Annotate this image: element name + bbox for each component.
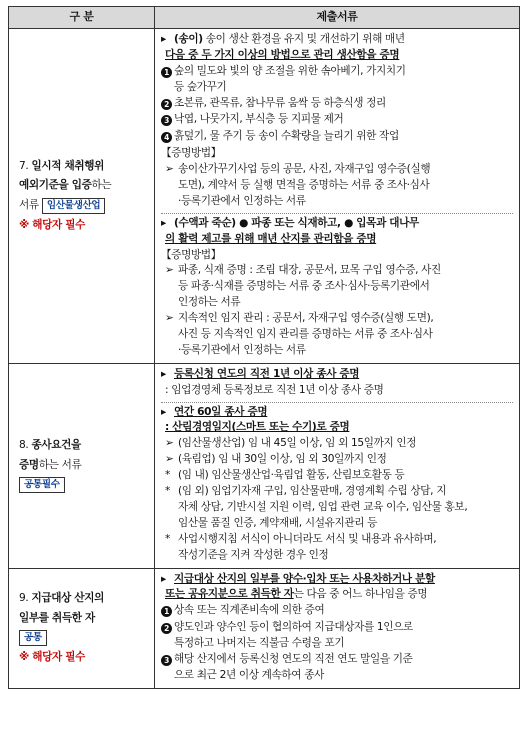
row7-note: ※ 해당자 필수 [19, 218, 86, 231]
row7-badge: 임산물생산업 [42, 198, 106, 214]
number-1-icon: 1 [161, 606, 172, 617]
header-documents: 제출서류 [155, 7, 520, 29]
annual-text: 연간 60일 종사 증명 [174, 405, 268, 418]
proof-text: ·등록기관에서 인정하는 서류 [178, 343, 306, 356]
proof-text: 파종, 식재 증명 : 조림 대장, 공문서, 묘목 구입 영수증, 사진 [178, 264, 441, 277]
list-item [161, 452, 513, 468]
list-item [161, 468, 513, 484]
reg-text: 등록신청 연도의 직전 1년 이상 종사 증명 [174, 367, 360, 380]
asterisk-icon: * [165, 485, 170, 498]
arrow-icon: ➢ [165, 264, 174, 277]
number-2-icon: 2 [161, 623, 172, 634]
row8-badge: 공통필수 [19, 477, 65, 493]
list-item [161, 112, 513, 129]
arrow-icon: ➢ [165, 163, 174, 176]
list-item-text: 임산물 품질 인증, 계약재배, 시설유지관리 등 [178, 516, 378, 529]
songi-requirement: 다음 중 두 가지 이상의 방법으로 관리 생산함을 증명 [165, 48, 400, 61]
list-item-text: 작성기준을 지켜 작성한 경우 인정 [178, 548, 329, 561]
songi-proof-heading: 【증명방법】 [161, 147, 222, 160]
list-item-text: 양도인과 양수인 등이 협의하여 지급대상자를 1인으로 [174, 621, 413, 634]
list-item-text: 해당 산지에서 등록신청 연도의 직전 연도 말일을 기준 [174, 652, 413, 665]
proof-text: 사진 등 지속적인 임지 관리를 증명하는 서류 중 조사·심사 [178, 328, 433, 341]
proof-text: 인정하는 서류 [178, 296, 241, 309]
annual-detail: : 산림경영일지(스마트 또는 수기)로 증명 [165, 421, 350, 434]
table-row-9 [9, 568, 520, 688]
bullet-icon: ▸ [161, 572, 166, 585]
asterisk-icon: * [165, 532, 170, 545]
row9-title-b: 일부를 취득한 자 [19, 611, 95, 624]
bullet-icon: ▸ [161, 216, 166, 229]
list-item [161, 96, 513, 113]
header-category: 구 분 [9, 7, 155, 29]
list-item-text: (임산물생산업) 임 내 45일 이상, 임 외 15일까지 인정 [178, 437, 417, 450]
row8-title-b: 증명 [19, 458, 39, 471]
suaek-proof-1 [161, 263, 513, 311]
row9-documents-cell [155, 568, 520, 688]
suaek-requirement: 의 활력 제고를 위해 매년 산지를 관리함을 증명 [165, 232, 377, 245]
bullet-icon: ▸ [161, 405, 166, 418]
number-4-icon: 4 [161, 132, 172, 143]
list-item-text: (육림업) 임 내 30일 이상, 임 외 30일까지 인정 [178, 453, 387, 466]
songi-label: (송이) [174, 33, 203, 45]
divider [161, 213, 513, 214]
list-item [161, 484, 513, 532]
suaek-proof-heading: 【증명방법】 [161, 248, 222, 261]
list-item [161, 129, 513, 146]
suaek-heading [161, 216, 513, 232]
list-item [161, 603, 513, 620]
songi-heading [161, 32, 513, 48]
list-item [161, 652, 513, 684]
acquire-text: 지급대상 산지의 일부를 양수·입차 또는 사용차하거나 분할 [174, 572, 435, 585]
list-item-text: 등 숲가꾸기 [174, 80, 227, 93]
suaek-proof-2 [161, 311, 513, 359]
row9-badge: 공통 [19, 630, 47, 646]
list-item-text: 숲의 밀도와 빛의 양 조절을 위한 솎아베기, 가지치기 [174, 64, 406, 77]
proof-text: 송이산가꾸기사업 등의 공문, 사진, 자재구입 영수증(실행 [178, 163, 431, 176]
reg-detail: : 임업경영체 등록정보로 직전 1년 이상 종사 증명 [165, 383, 384, 396]
proof-text: 도면), 계약서 등 실행 면적을 증명하는 서류 중 조사·심사 [178, 179, 430, 192]
row8-category-cell [9, 363, 155, 568]
list-item [161, 436, 513, 452]
row8-documents-cell [155, 363, 520, 568]
row7-num: 7. [19, 159, 29, 172]
row9-category-cell [9, 568, 155, 688]
row7-title-d: 서류 [19, 198, 39, 211]
proof-text: ·등록기관에서 인정하는 서류 [178, 194, 306, 207]
row7-title-a: 일시적 채취행위 [31, 159, 104, 172]
list-item-text: 특정하고 나머지는 직불금 수령을 포기 [174, 637, 345, 650]
row7-documents-cell [155, 29, 520, 364]
arrow-icon: ➢ [165, 437, 174, 450]
proof-text: 지속적인 임지 관리 : 공문서, 자재구입 영수증(실행 도면), [178, 312, 434, 325]
row9-num: 9. [19, 591, 29, 604]
row9-title-a: 지급대상 산지의 [31, 591, 104, 604]
songi-proof [161, 162, 513, 210]
divider [161, 402, 513, 403]
list-item-text: 상속 또는 직계존비속에 의한 증여 [174, 604, 325, 617]
acquire-heading [161, 572, 513, 588]
row8-title-a: 종사요건을 [31, 439, 81, 452]
asterisk-icon: * [165, 469, 170, 482]
list-item-text: 초본류, 관목류, 참나무류 움싹 등 하층식생 정리 [174, 96, 386, 109]
reg-heading [161, 367, 513, 383]
submission-documents-table [8, 6, 520, 689]
list-item [161, 64, 513, 96]
list-item [161, 532, 513, 564]
number-3-icon: 3 [161, 655, 172, 666]
list-item-text: 으로 최근 2년 이상 계속하여 종사 [174, 668, 324, 681]
table-header-row [9, 7, 520, 29]
annual-heading [161, 405, 513, 421]
list-item-text: 낙엽, 나뭇가지, 부식층 등 지피물 제거 [174, 113, 344, 126]
row9-note: ※ 해당자 필수 [19, 650, 86, 663]
number-1-icon: 1 [161, 67, 172, 78]
row7-title-c: 하는 [91, 179, 112, 192]
list-item [161, 620, 513, 652]
table-row-8 [9, 363, 520, 568]
songi-text: 송이 생산 환경을 유지 및 개선하기 위해 매년 [202, 33, 405, 45]
bullet-icon: ▸ [161, 367, 166, 380]
arrow-icon: ➢ [165, 453, 174, 466]
list-item-text: 자체 상담, 기반시설 지원 이력, 임업 관련 교육 이수, 임산물 홍보, [178, 500, 468, 513]
list-item-text: (임 내) 임산물생산업·육림업 활동, 산림보호활동 등 [178, 469, 405, 482]
number-2-icon: 2 [161, 99, 172, 110]
row8-title-c: 하는 서류 [38, 458, 82, 471]
acquire-rest: 는 다음 중 어느 하나임을 증명 [293, 588, 428, 601]
list-item-text: 사업시행지침 서식이 아니더라도 서식 및 내용과 유사하며, [178, 532, 437, 545]
table-row-7 [9, 29, 520, 364]
acquire-subject: 또는 공유지분으로 취득한 자 [165, 588, 294, 601]
suaek-text: (수액과 죽순) ● 파종 또는 식재하고, ● 입목과 대나무 [174, 216, 419, 229]
row7-title-b: 예외기준을 입증 [19, 179, 92, 192]
list-item-text: 흙덮기, 물 주기 등 송이 수확량을 늘리기 위한 작업 [174, 130, 399, 143]
proof-text: 등 파종·식재를 증명하는 서류 중 조사·심사·등록기관에서 [178, 280, 430, 293]
row8-num: 8. [19, 439, 29, 452]
arrow-icon: ➢ [165, 312, 174, 325]
row7-category-cell [9, 29, 155, 364]
list-item-text: (임 외) 임업기자재 구입, 임산물판매, 경영계획 수립 상담, 지 [178, 485, 447, 498]
number-3-icon: 3 [161, 115, 172, 126]
bullet-icon: ▸ [161, 33, 166, 45]
